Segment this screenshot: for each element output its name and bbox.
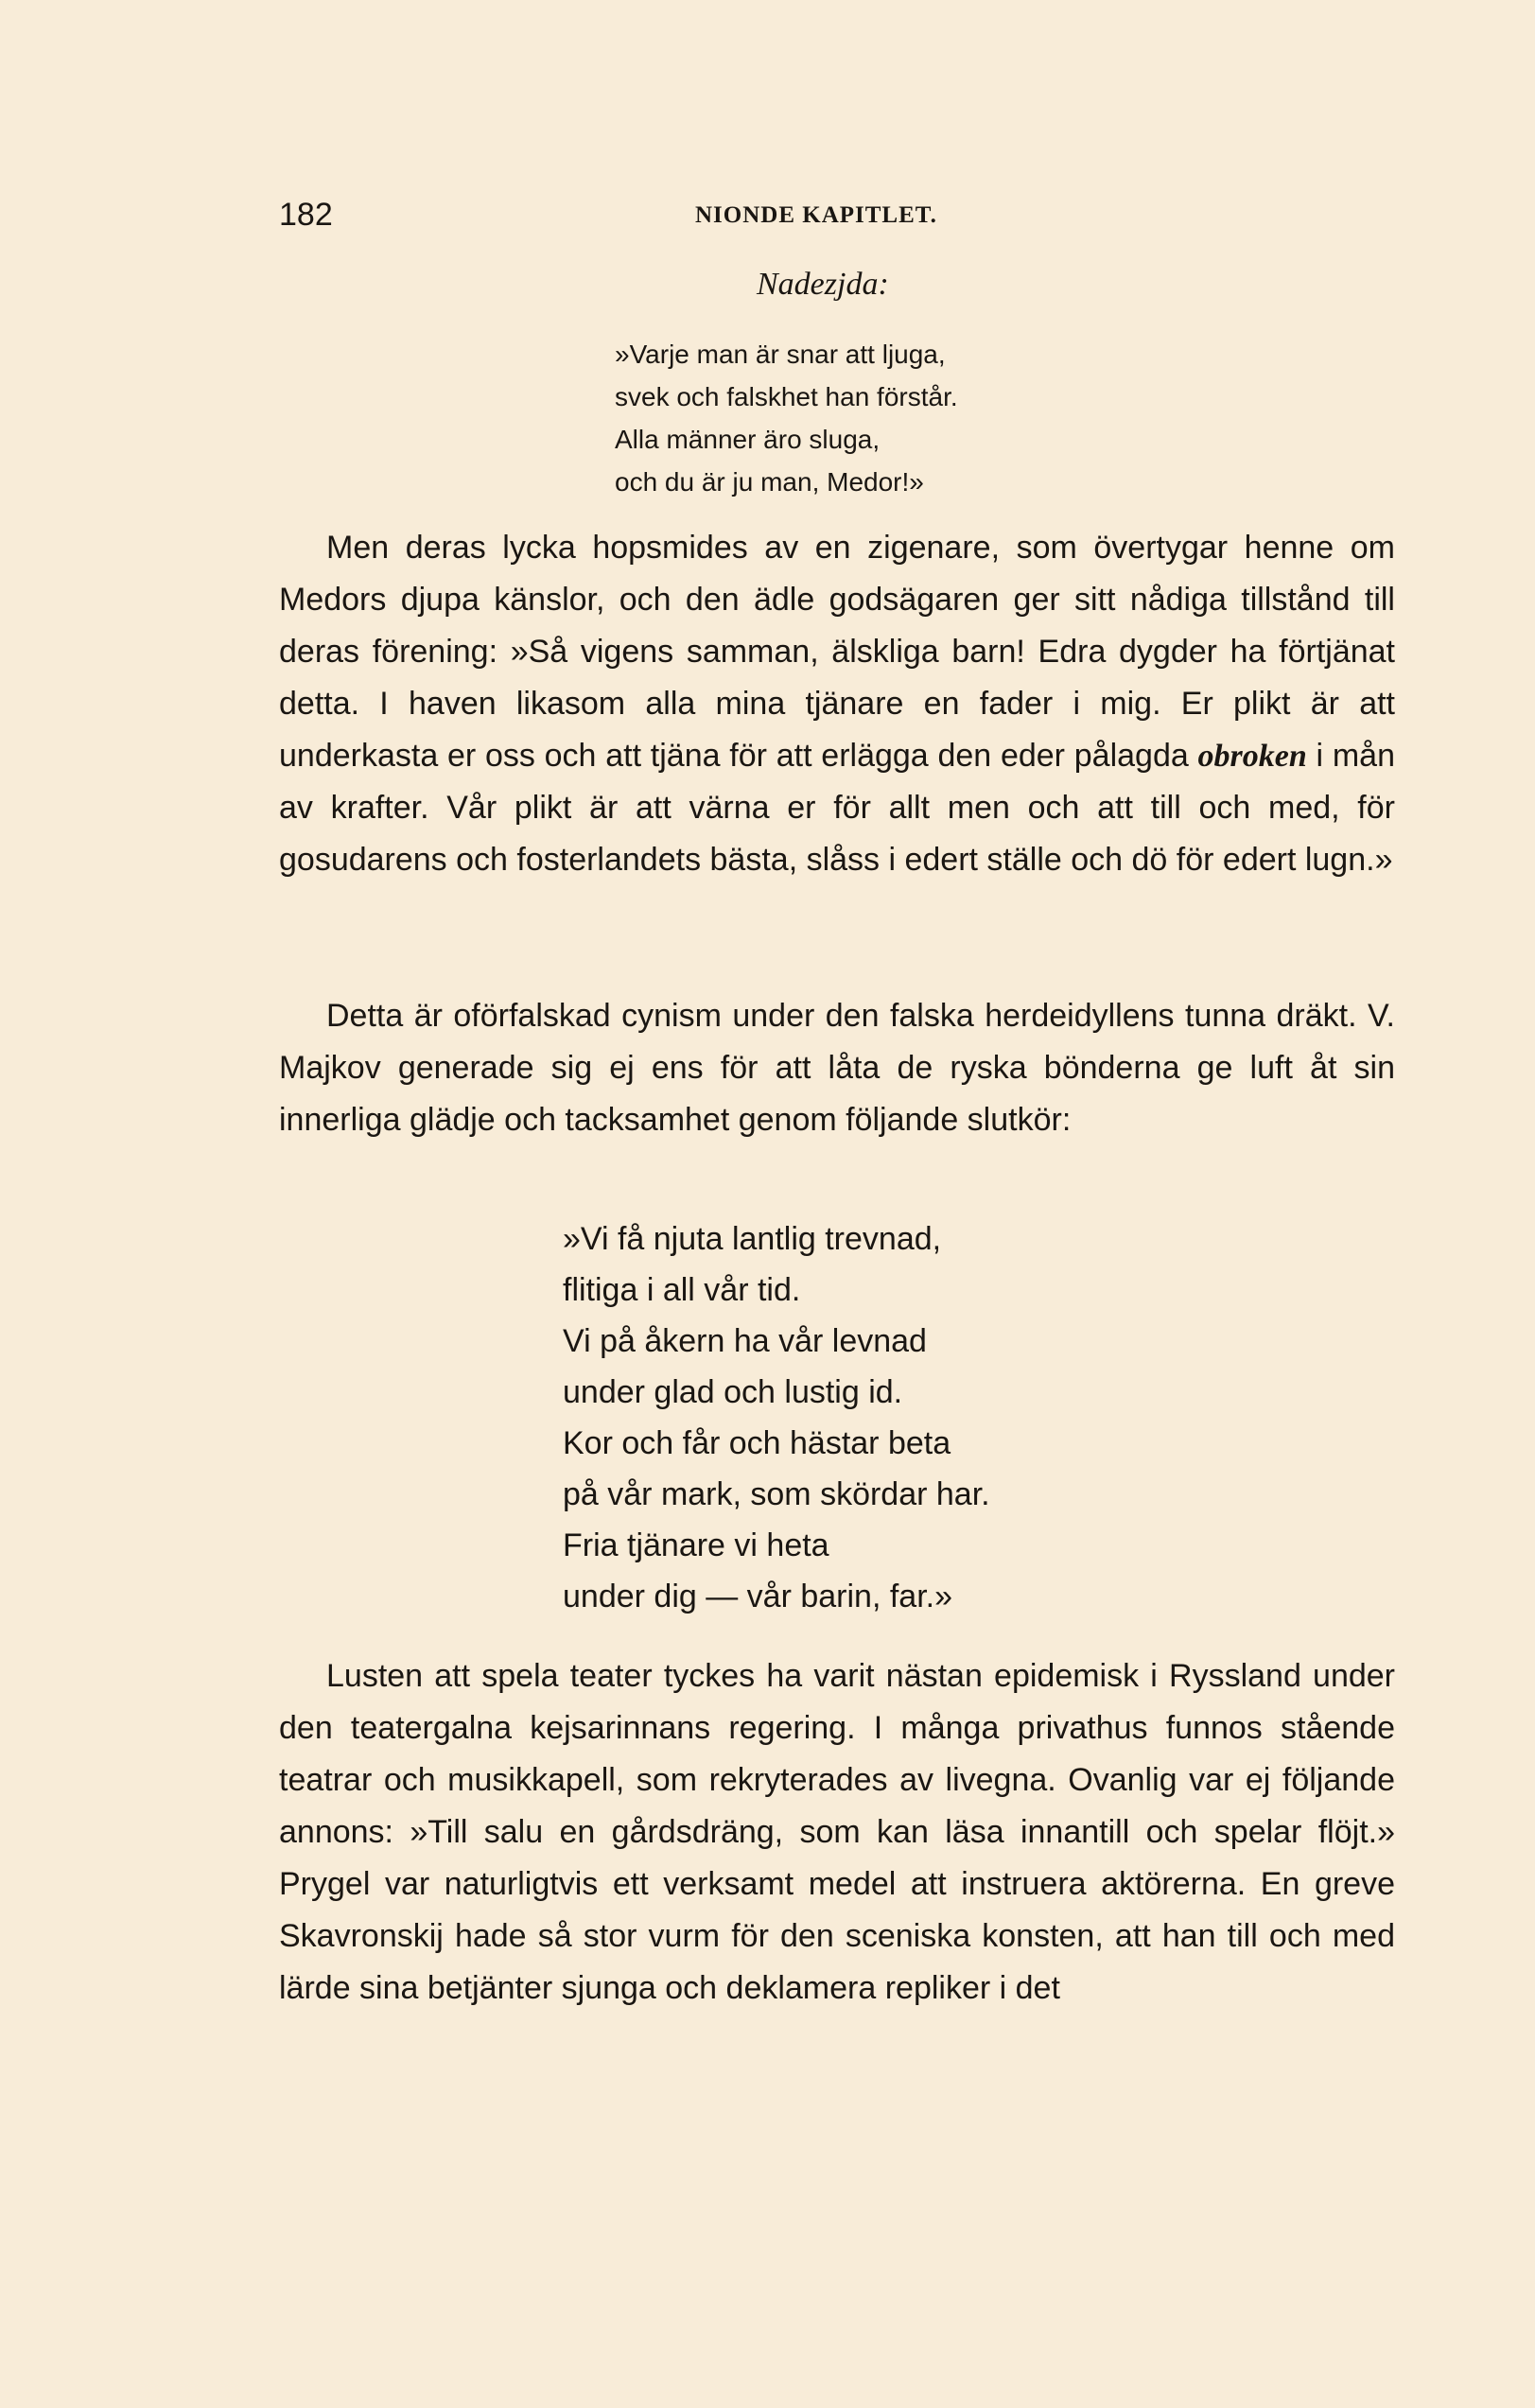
paragraph-3 [279,1650,1395,2015]
verse-line: Fria tjänare vi heta [563,1527,829,1563]
speaker-name: Nadezjda: [757,267,889,302]
verse-line: Vi på åkern ha vår levnad [563,1323,927,1359]
verse-line: Alla männer äro sluga, [615,425,881,454]
paragraph-text: Lusten att spela teater tyckes ha varit nästan epidemisk i Ryssland under den teatergalna kejsarinnans regering. I många privathus funnos stående teatrar och musikkapell, som rekryterades av livegna. Ovanlig var ej följande annons: »Till salu en gårdsdräng, som kan läsa innantill och spelar flöjt.» Prygel var naturligtvis ett verksamt medel att instruera aktörerna. En greve Skavronskij hade så stor vurm för den sceniska konsten, att han till och med lärde sina betjänter sjunga och deklamera repliker i det [279,1658,1395,2006]
paragraph-1 [279,522,1395,886]
running-head: NIONDE KAPITLET. [695,202,937,228]
verse-line: Kor och får och hästar beta [563,1425,951,1461]
verse-nadezjda [615,333,958,503]
paragraph-text: i mån av krafter. Vår plikt är att värna er för allt men och att till och med, för gosudarens och fosterlandets bästa, slåss i edert ställe och dö för edert lugn.» [279,738,1396,878]
verse-line: flitiga i all vår tid. [563,1272,801,1308]
verse-line: svek och falskhet han förstår. [615,382,958,411]
verse-line: på vår mark, som skördar har. [563,1476,990,1512]
verse-line: »Vi få njuta lantlig trevnad, [563,1221,942,1257]
paragraph-text: Detta är oförfalskad cynism under den falska herdeidyllens tunna dräkt. V. Majkov generade sig ej ens för att låta de ryska bönderna ge luft åt sin innerliga glädje och tacksamhet genom följande slutkör: [279,998,1395,1138]
page-header [279,197,1414,244]
verse-closing-chorus [563,1213,990,1622]
verse-line: »Varje man är snar att ljuga, [615,340,946,369]
page-number: 182 [279,197,333,233]
verse-line: under dig — vår barin, far.» [563,1579,953,1614]
paragraph-text: Men deras lycka hopsmides av en zigenare, som övertygar henne om Medors djupa känslor, och den ädle godsägaren ger sitt nådiga tillstånd till deras förening: »Så vigens samman, älskliga barn! Edra dygder ha förtjänat detta. I haven likasom alla mina tjänare en fader i mig. Er plikt är att underkasta er oss och att tjäna för att erlägga den eder pålagda [279,530,1395,774]
verse-line: under glad och lustig id. [563,1374,903,1410]
verse-line: och du är ju man, Medor!» [615,467,924,497]
emphasized-word: obroken [1197,739,1307,774]
paragraph-2 [279,990,1395,1146]
